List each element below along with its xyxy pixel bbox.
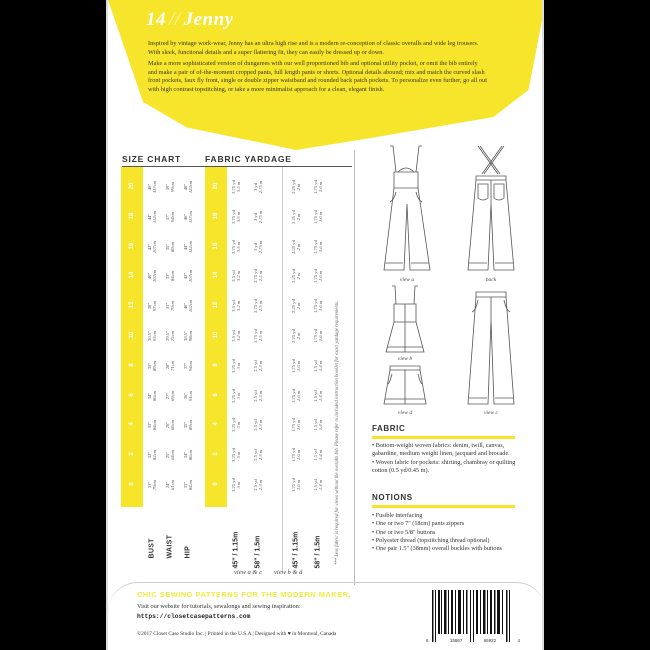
- yardage-cell: 1.75 yd 1.6 m: [291, 388, 301, 403]
- illustration-back: [460, 144, 522, 274]
- notions-heading-underline: [372, 505, 515, 508]
- yardage-cell: 1.5 yd 1.4 m: [313, 479, 323, 491]
- size-label: 12: [129, 301, 135, 309]
- yardage-cell: 2.25 yd 2 m: [291, 329, 301, 343]
- size-chart-cell: 35" 89cm: [147, 360, 157, 371]
- yardage-cell: 2.5 yd 2.3 m: [253, 479, 263, 491]
- size-label: 8: [129, 363, 135, 367]
- size-label: 2: [213, 452, 219, 456]
- yardage-cell: 3.5 yd 3.2 m: [231, 270, 241, 283]
- size-label: 4: [213, 422, 219, 427]
- size-chart-cell: 34" 86cm: [183, 450, 193, 461]
- size-chart-cell: 24" 61cm: [165, 480, 175, 491]
- size-chart-cell: 37" 94cm: [165, 211, 175, 222]
- size-label: 20: [213, 182, 219, 190]
- yardage-cell: 3 yd 2.75 m: [253, 180, 263, 194]
- size-chart-cell: 39" 99cm: [165, 181, 175, 192]
- size-chart-cell: 33" 84cm: [147, 420, 157, 431]
- size-chart-cell: 36.5" 93cm: [147, 331, 157, 341]
- yardage-cell: 3.75 yd 3.5 m: [231, 209, 241, 224]
- yardage-cell: 1.5 yd 1.4 m: [313, 360, 323, 372]
- caption-view-a: view a: [399, 277, 415, 283]
- size-chart-cell: 27" 69cm: [165, 390, 175, 401]
- yardage-cell: 1.75 yd 1.6 m: [291, 418, 301, 433]
- yardage-cell: 2.25 yd 2 m: [291, 269, 301, 284]
- yardage-cell: 2.25 yd 2 m: [291, 180, 301, 194]
- pattern-back-cover: [106, 0, 544, 650]
- yardage-width-label: 45" / 1.15m: [292, 531, 300, 569]
- size-chart-cell: 31" 79cm: [165, 301, 175, 312]
- notions-item: • One or two 7" (18cm) pants zippers: [372, 520, 522, 528]
- size-label: 8: [213, 363, 219, 367]
- size-chart-row-label-bust: BUST: [148, 538, 156, 559]
- caption-view-d: view d: [397, 410, 413, 416]
- size-chart-cell: 32" 82cm: [147, 450, 157, 461]
- size-chart-cell: 35" 89cm: [165, 241, 175, 252]
- yardage-cell: 1.75 yd 1.6 m: [313, 299, 323, 314]
- size-label: 18: [129, 212, 135, 220]
- fabric-item: • Woven fabric for pockets: shirting, chambray or quilting cotton (0.5 yd/0.45 m).: [372, 459, 522, 476]
- website-prompt: Visit our website for tutorials, sewalongs and sewing inspiration:: [137, 603, 301, 610]
- yardage-cell: 1.75 yd 1.6 m: [291, 478, 301, 492]
- intro-text: [148, 40, 488, 98]
- yardage-width-label: 58" / 1.5m: [254, 535, 262, 569]
- size-label: 2: [129, 452, 135, 456]
- yardage-cell: 1.75 yd 1.6 m: [313, 239, 323, 254]
- notions-heading: NOTIONS: [372, 493, 413, 502]
- size-chart-cell: 35" 89cm: [183, 420, 193, 431]
- fabric-heading: FABRIC: [372, 424, 406, 433]
- yardage-cell: 1.75 yd 1.6 m: [291, 448, 301, 463]
- size-chart-row-label-waist: WAIST: [166, 534, 174, 559]
- size-chart-cell: 44" 112cm: [183, 240, 193, 253]
- size-label: 12: [213, 301, 219, 309]
- yardage-width-label: 58" / 1.5m: [314, 535, 322, 569]
- pattern-number: 14: [146, 9, 166, 30]
- size-chart-cell: 31" 79cm: [147, 480, 157, 491]
- illustration-view-c: [460, 290, 522, 408]
- caption-view-b: view b: [397, 356, 413, 362]
- fabric-item: • Bottom-weight woven fabrics: denim, twill, canvas, gabardine, medium weight linen, jacquard and brocade.: [372, 442, 522, 459]
- size-chart-cell: 34" 86cm: [147, 390, 157, 401]
- yardage-cell: 2.25 yd 2 m: [291, 209, 301, 224]
- yardage-group-divider: [282, 167, 283, 572]
- yardage-cell: 3.5 yd 3.2 m: [231, 300, 241, 312]
- yardage-cell: 1.75 yd 1.6 m: [313, 209, 323, 224]
- size-chart-cell: 38" 97cm: [147, 301, 157, 312]
- size-label: 10: [213, 331, 219, 339]
- yardage-cell: 3.75 yd 3.5 m: [231, 180, 241, 194]
- yardage-cell: 3.25 yd 3 m: [231, 388, 241, 403]
- pattern-title: [146, 9, 234, 31]
- column-divider: [354, 150, 355, 585]
- yardage-cell: 3 yd 2.75 m: [253, 240, 263, 253]
- yardage-cell: 2.5 yd 2.3 m: [253, 449, 263, 462]
- yardage-cell: 3.75 yd 3.5 m: [231, 239, 241, 254]
- yardage-cell: 1.5 yd 1.4 m: [313, 419, 323, 432]
- heading-rule: [122, 166, 352, 167]
- size-chart-cell: 25" 64cm: [165, 450, 175, 461]
- fabric-yardage-heading: FABRIC YARDAGE: [205, 154, 292, 164]
- size-label: 14: [213, 272, 219, 279]
- yardage-cell: 2.75 yd 2.5 m: [253, 329, 263, 343]
- barcode-digit-group: 66922: [483, 638, 497, 643]
- notions-item: • Fusible interfacing: [372, 512, 522, 520]
- yardage-cell: 2.25 yd 2 m: [291, 239, 301, 254]
- size-chart-cell: 26" 66cm: [165, 420, 175, 431]
- yardage-cell: 2.5 yd 2.3 m: [253, 419, 263, 432]
- intro-paragraph: Inspired by vintage work-wear, Jenny has an ultra high rise and is a modern re-conception of classic overalls and wide leg trousers. With sleek, functional details and a super flattering fit, they can easily be dressed up or down.: [148, 40, 479, 56]
- size-chart-cell: 38.5" 98cm: [183, 331, 193, 341]
- yardage-cell: 2.75 yd 2.5 m: [253, 269, 263, 284]
- view-note-b-d: view b & d: [274, 569, 303, 576]
- size-label: 6: [129, 392, 135, 397]
- yardage-cell: 2.25 yd 2 m: [291, 299, 301, 314]
- website-link[interactable]: https://closetcasepatterns.com: [137, 613, 251, 620]
- size-label: 0: [129, 482, 135, 486]
- size-chart-cell: 46" 117cm: [147, 180, 157, 193]
- size-chart-row-label-hip: HIP: [184, 545, 192, 559]
- notions-item: • One or two 5/8" buttons: [372, 529, 522, 537]
- caption-view-c: view c: [484, 410, 498, 416]
- yardage-width-label: 45" / 1.15m: [232, 531, 240, 569]
- size-chart-cell: 48" 122cm: [183, 180, 193, 194]
- size-label: 0: [213, 482, 219, 486]
- yardage-cell: 1.75 yd 1.6 m: [291, 358, 301, 373]
- yardage-cell: 3.25 yd 3 m: [231, 418, 241, 433]
- size-chart-cell: 29.5" 75cm: [165, 331, 175, 341]
- copyright: ©2017 Closet Case Studio Inc. | Printed in the U.S.A | Designed with ♥ in Montreal, Canada: [137, 631, 337, 637]
- size-label: 14: [129, 272, 135, 279]
- pattern-name: Jenny: [183, 9, 234, 30]
- barcode-digit-group: 15867: [449, 638, 463, 643]
- size-chart-cell: 37" 94cm: [183, 360, 193, 371]
- yardage-footnote: *** Less fabric is required for views without the overalls bib. Please refer to included instruction booklet for exact yardage requirements.: [335, 300, 340, 565]
- yardage-cell: 2.5 yd 2.3 m: [253, 389, 263, 402]
- size-chart-cell: 36" 91cm: [183, 390, 193, 401]
- yardage-cell: 2.5 yd 2.3 m: [253, 360, 263, 372]
- size-chart-cell: 28" 71cm: [165, 360, 175, 371]
- fabric-heading-underline: [372, 436, 515, 439]
- size-label: 16: [129, 242, 135, 249]
- size-label: 6: [213, 392, 219, 397]
- yardage-cell: 3.25 yd 3 m: [231, 358, 241, 373]
- yardage-cell: 3.5 yd 3.2 m: [231, 330, 241, 342]
- title-separator: //: [169, 9, 181, 30]
- yardage-cell: 1.75 yd 1.6 m: [313, 269, 323, 284]
- size-label: 16: [213, 242, 219, 249]
- size-chart-cell: 42" 107cm: [183, 270, 193, 283]
- yardage-cell: 1.5 yd 1.4 m: [313, 449, 323, 462]
- size-chart-cell: 33" 84cm: [165, 271, 175, 282]
- illustration-view-b: [380, 284, 430, 354]
- size-chart-heading: SIZE CHART: [122, 154, 181, 164]
- size-chart-cell: 33" 84cm: [183, 480, 193, 491]
- yardage-cell: 3.25 yd 3 m: [231, 448, 241, 463]
- barcode: [430, 590, 514, 642]
- size-chart-cell: 46" 117cm: [183, 210, 193, 223]
- yardage-cell: 3.25 yd 3 m: [231, 478, 241, 492]
- illustration-view-a: [376, 144, 438, 274]
- view-note-a-c: view a & c: [234, 569, 262, 576]
- size-chart-cell: 44" 112cm: [147, 210, 157, 223]
- size-label: 18: [213, 212, 219, 220]
- size-chart-cell: 42" 107cm: [147, 240, 157, 253]
- notions-item: • Polyester thread (topstitching thread optional): [372, 537, 522, 545]
- fabric-list: [372, 442, 522, 475]
- size-label: 10: [129, 331, 135, 339]
- barcode-digit-group: 4: [517, 638, 520, 643]
- tagline: CHIC SEWING PATTERNS FOR THE MODERN MAKER.: [137, 590, 352, 599]
- yardage-cell: 1.75 yd 1.6 m: [313, 180, 323, 194]
- size-chart-cell: 40" 102cm: [183, 300, 193, 313]
- size-label: 20: [129, 182, 135, 190]
- size-label: 4: [129, 422, 135, 427]
- barcode-digit-group: 6: [426, 638, 429, 643]
- yardage-cell: 2.75 yd 2.5 m: [253, 299, 263, 314]
- illustration-view-d: [380, 364, 430, 408]
- yardage-cell: 1.5 yd 1.4 m: [313, 389, 323, 402]
- notions-list: [372, 512, 522, 553]
- yardage-cell: 3 yd 2.75 m: [253, 210, 263, 223]
- size-chart-cell: 40" 102cm: [147, 270, 157, 283]
- intro-paragraph: Make a more sophisticated version of dungarees with our well proportioned bib and optional utility pocket, or omit the bib entirely and make a pair of of-the-moment cropped pants, full length pants or shorts. Optional details abound; mix and match the curved slash front pockets, faux fly front, single or double zipper waistband and rounded back patch pockets. To personalize even further, go all out with high contrast topstitching, or take a more minimalist approach for a clean, elegant finish.: [148, 60, 487, 93]
- caption-back: back: [485, 277, 497, 283]
- barcode-digits: [426, 638, 520, 643]
- yardage-cell: 1.75 yd 1.6 m: [313, 329, 323, 343]
- notions-item: • One pair 1.5" (38mm) overall buckles with buttons: [372, 545, 522, 553]
